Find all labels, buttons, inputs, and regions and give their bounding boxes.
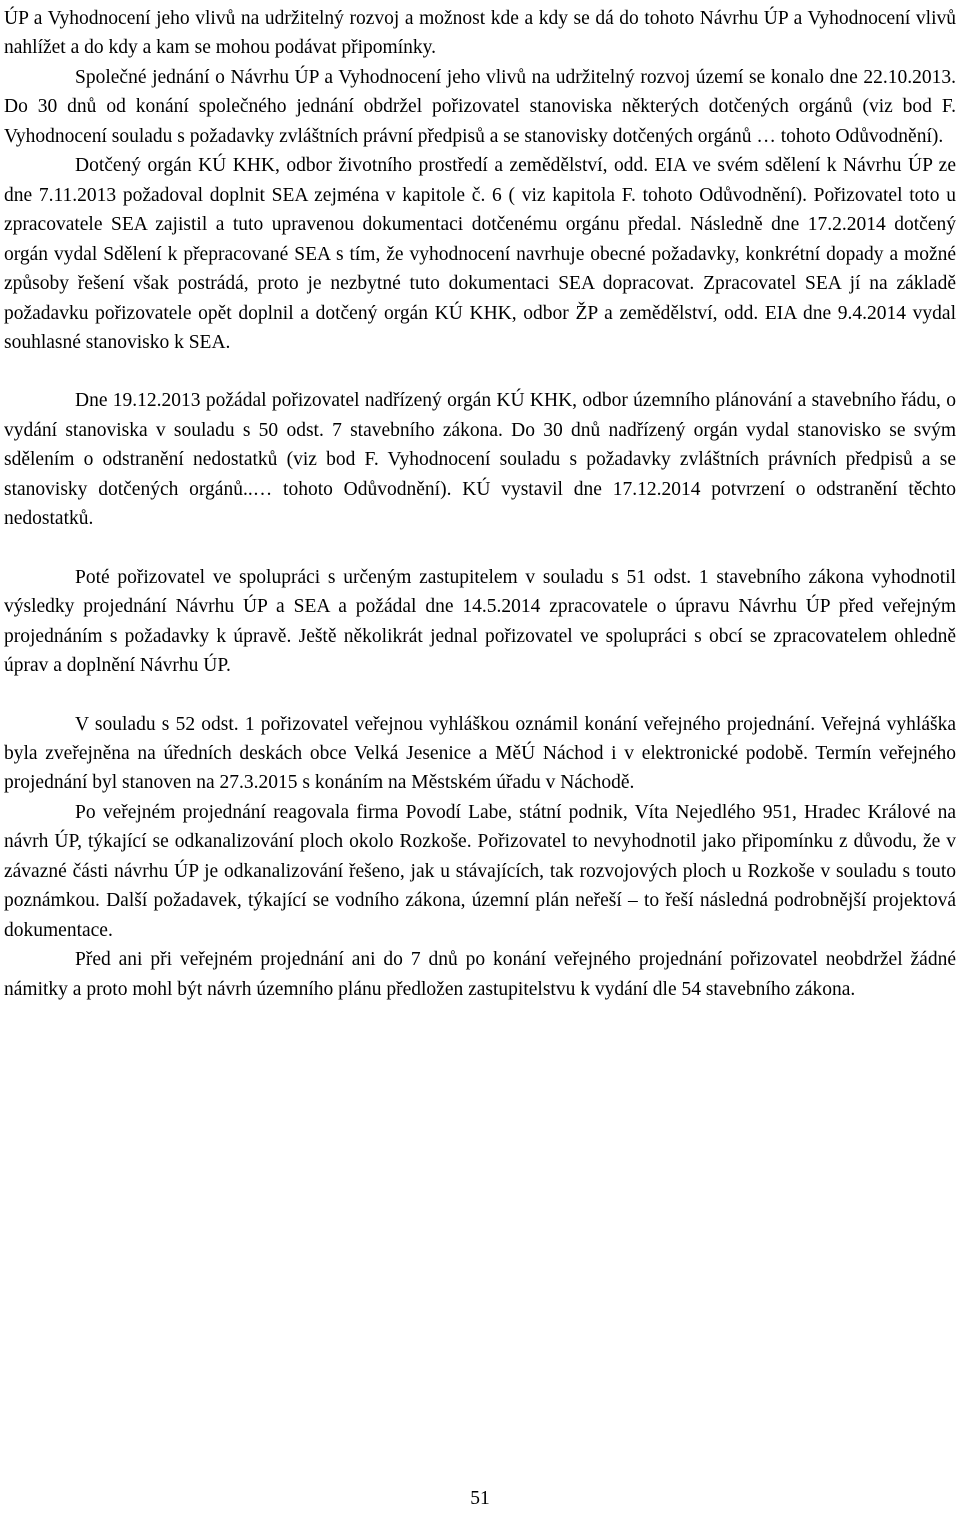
body-text <box>4 4 956 1004</box>
paragraph-continuation: ÚP a Vyhodnocení jeho vlivů na udržitelný rozvoj a možnost kde a kdy se dá do tohoto Návrhu ÚP a Vyhodnocení vlivů nahlížet a do kdy a kam se mohou podávat připomínky. <box>4 8 956 59</box>
paragraph-eia-authority: Dotčený orgán KÚ KHK, odbor životního prostředí a zemědělství, odd. EIA ve svém sdělení k Návrhu ÚP ze dne 7.11.2013 požadoval doplnit SEA zejména v kapitole č. 6 ( viz kapitola F. tohoto Odůvodnění). Pořizovatel toto u zpracovatele SEA zajistil a tuto upravenou dokumentaci dotčenému orgánu předal. Následně dne 17.2.2014 dotčený orgán vydal Sdělení k přepracované SEA s tím, že vyhodnocení navrhuje obecné požadavky, konkrétní dopady a možné způsoby řešení však postrádá, proto je nezbytné tuto dokumentaci SEA dopracovat. Zpracovatel SEA jí na základě požadavku pořizovatele opět doplnil a dotčený orgán KÚ KHK, odbor ŽP a zemědělství, odd. EIA dne 9.4.2014 vydal souhlasné stanovisko k SEA. <box>4 155 956 353</box>
paragraph-evaluation: Poté pořizovatel ve spolupráci s určeným zastupitelem v souladu s 51 odst. 1 stavebního zákona vyhodnotil výsledky projednání Návrhu ÚP a SEA a požádal dne 14.5.2014 zpracovatele o úpravu Návrhu ÚP před veřejným projednáním s požadavky k úpravě. Ještě několikrát jednal pořizovatel ve spolupráci s obcí se zpracovatelem ohledně úprav a doplnění Návrhu ÚP. <box>4 566 956 677</box>
paragraph-public-notice: V souladu s 52 odst. 1 pořizovatel veřejnou vyhláškou oznámil konání veřejného projednání. Veřejná vyhláška byla zveřejněna na úředních deskách obce Velká Jesenice a MěÚ Náchod i v elektronické podobě. Termín veřejného projednání byl stanoven na 27.3.2015 s konáním na Městském úřadu v Náchodě. <box>4 713 956 794</box>
page-number: 51 <box>470 1488 490 1509</box>
paragraph-superior-authority: Dne 19.12.2013 požádal pořizovatel nadřízený orgán KÚ KHK, odbor územního plánování a stavebního řádu, o vydání stanoviska v souladu s 50 odst. 7 stavebního zákona. Do 30 dnů nadřízený orgán vydal stanovisko se svým sdělením o odstranění nedostatků (viz bod F. Vyhodnocení souladu s požadavky zvláštních právních předpisů a se stanovisky dotčených orgánů..… tohoto Odůvodnění). KÚ vystavil dne 17.12.2014 potvrzení o odstranění těchto nedostatků. <box>4 390 956 530</box>
paragraph-no-objections: Před ani při veřejném projednání ani do 7 dnů po konání veřejného projednání pořizovatel neobdržel žádné námitky a proto mohl být návrh územního plánu předložen zastupitelstvu k vydání dle 54 stavebního zákona. <box>4 949 956 1000</box>
paragraph-joint-hearing: Společné jednání o Návrhu ÚP a Vyhodnocení jeho vlivů na udržitelný rozvoj území se konalo dne 22.10.2013. Do 30 dnů od konání společného jednání obdržel pořizovatel stanoviska některých dotčených orgánů (viz bod F. Vyhodnocení souladu s požadavky zvláštních právní předpisů a se stanovisky dotčených orgánů … tohoto Odůvodnění). <box>4 66 956 147</box>
paragraph-povodi-labe: Po veřejném projednání reagovala firma Povodí Labe, státní podnik, Víta Nejedlého 951, Hradec Králové na návrh ÚP, týkající se odkanalizování ploch okolo Rozkoše. Pořizovatel to nevyhodnotil jako připomínku z důvodu, že v závazné části návrhu ÚP je odkanalizování řešeno, jak u stávajících, tak rozvojových ploch u Rozkoše v souladu s touto poznámkou. Další požadavek, týkající se vodního zákona, územní plán neřeší – to řeší následná podrobnější projektová dokumentace. <box>4 801 956 941</box>
